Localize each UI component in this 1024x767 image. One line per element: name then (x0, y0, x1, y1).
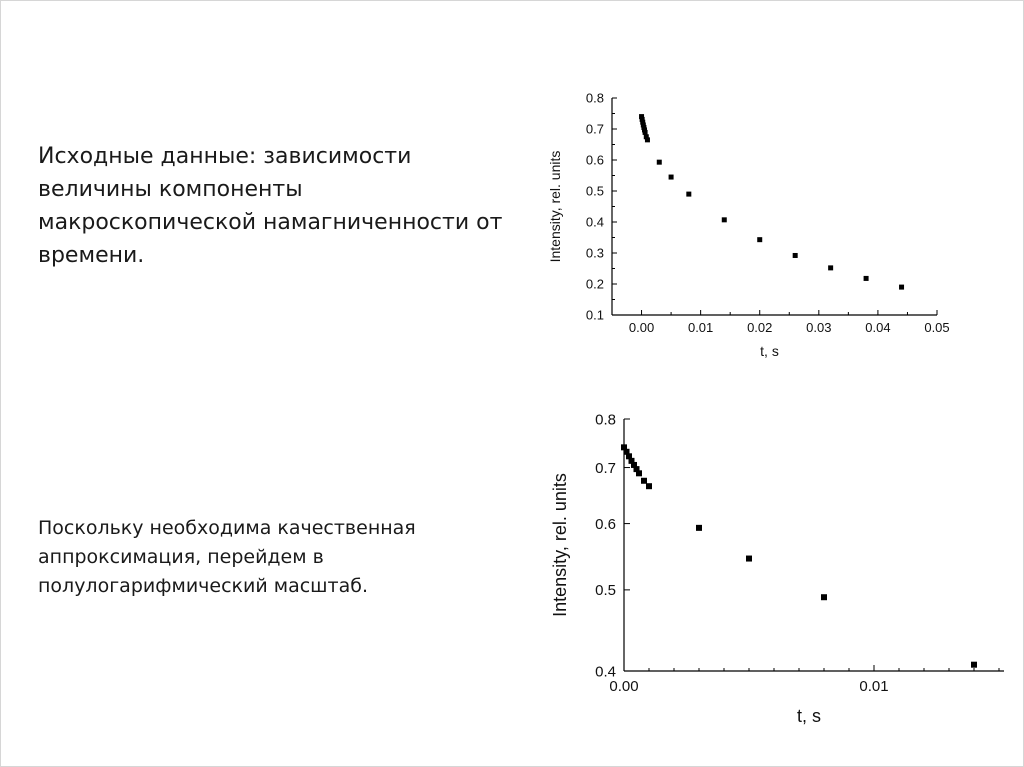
y-tick-label: 0.8 (595, 411, 616, 429)
y-tick-label: 0.5 (585, 183, 604, 199)
y-tick-label: 0.1 (585, 307, 604, 323)
y-tick-label: 0.6 (595, 515, 616, 533)
data-point (696, 525, 702, 531)
x-tick-label: 0.01 (859, 678, 889, 695)
y-tick-label: 0.6 (585, 152, 604, 168)
slide-text-source-data: Исходные данные: зависимости величины компоненты макроскопической намагниченности от времени. (38, 144, 503, 268)
data-point (646, 483, 652, 489)
data-point (821, 594, 827, 600)
data-point (746, 556, 752, 562)
x-tick-label: 0.04 (865, 320, 891, 335)
y-tick-label: 0.3 (585, 245, 604, 261)
x-axis-title: t, s (760, 343, 779, 359)
x-axis-title: t, s (796, 706, 822, 726)
x-tick-label: 0.02 (747, 320, 773, 335)
y-tick-label: 0.7 (585, 121, 604, 137)
x-tick-label: 0.03 (806, 320, 832, 335)
data-point (636, 470, 642, 476)
x-tick-label: 0.01 (687, 320, 714, 335)
y-tick-label: 0.8 (585, 90, 604, 106)
x-tick-label: 0.00 (609, 678, 639, 695)
y-axis-title: Intensity, rel. units (547, 150, 563, 263)
x-tick-label: 0.00 (628, 320, 655, 335)
y-tick-label: 0.4 (595, 663, 616, 681)
y-axis-title: Intensity, rel. units (550, 473, 570, 617)
data-point (971, 662, 977, 668)
y-tick-label: 0.4 (585, 214, 604, 230)
data-point (641, 478, 647, 484)
y-tick-label: 0.2 (585, 276, 604, 292)
y-tick-label: 0.5 (595, 582, 616, 600)
x-tick-label: 0.05 (924, 320, 950, 335)
slide-text-semilog-note: Поскольку необходима качественная аппроксимация, перейдем в полулогарифмический масштаб. (38, 517, 416, 597)
y-tick-label: 0.7 (595, 459, 616, 477)
